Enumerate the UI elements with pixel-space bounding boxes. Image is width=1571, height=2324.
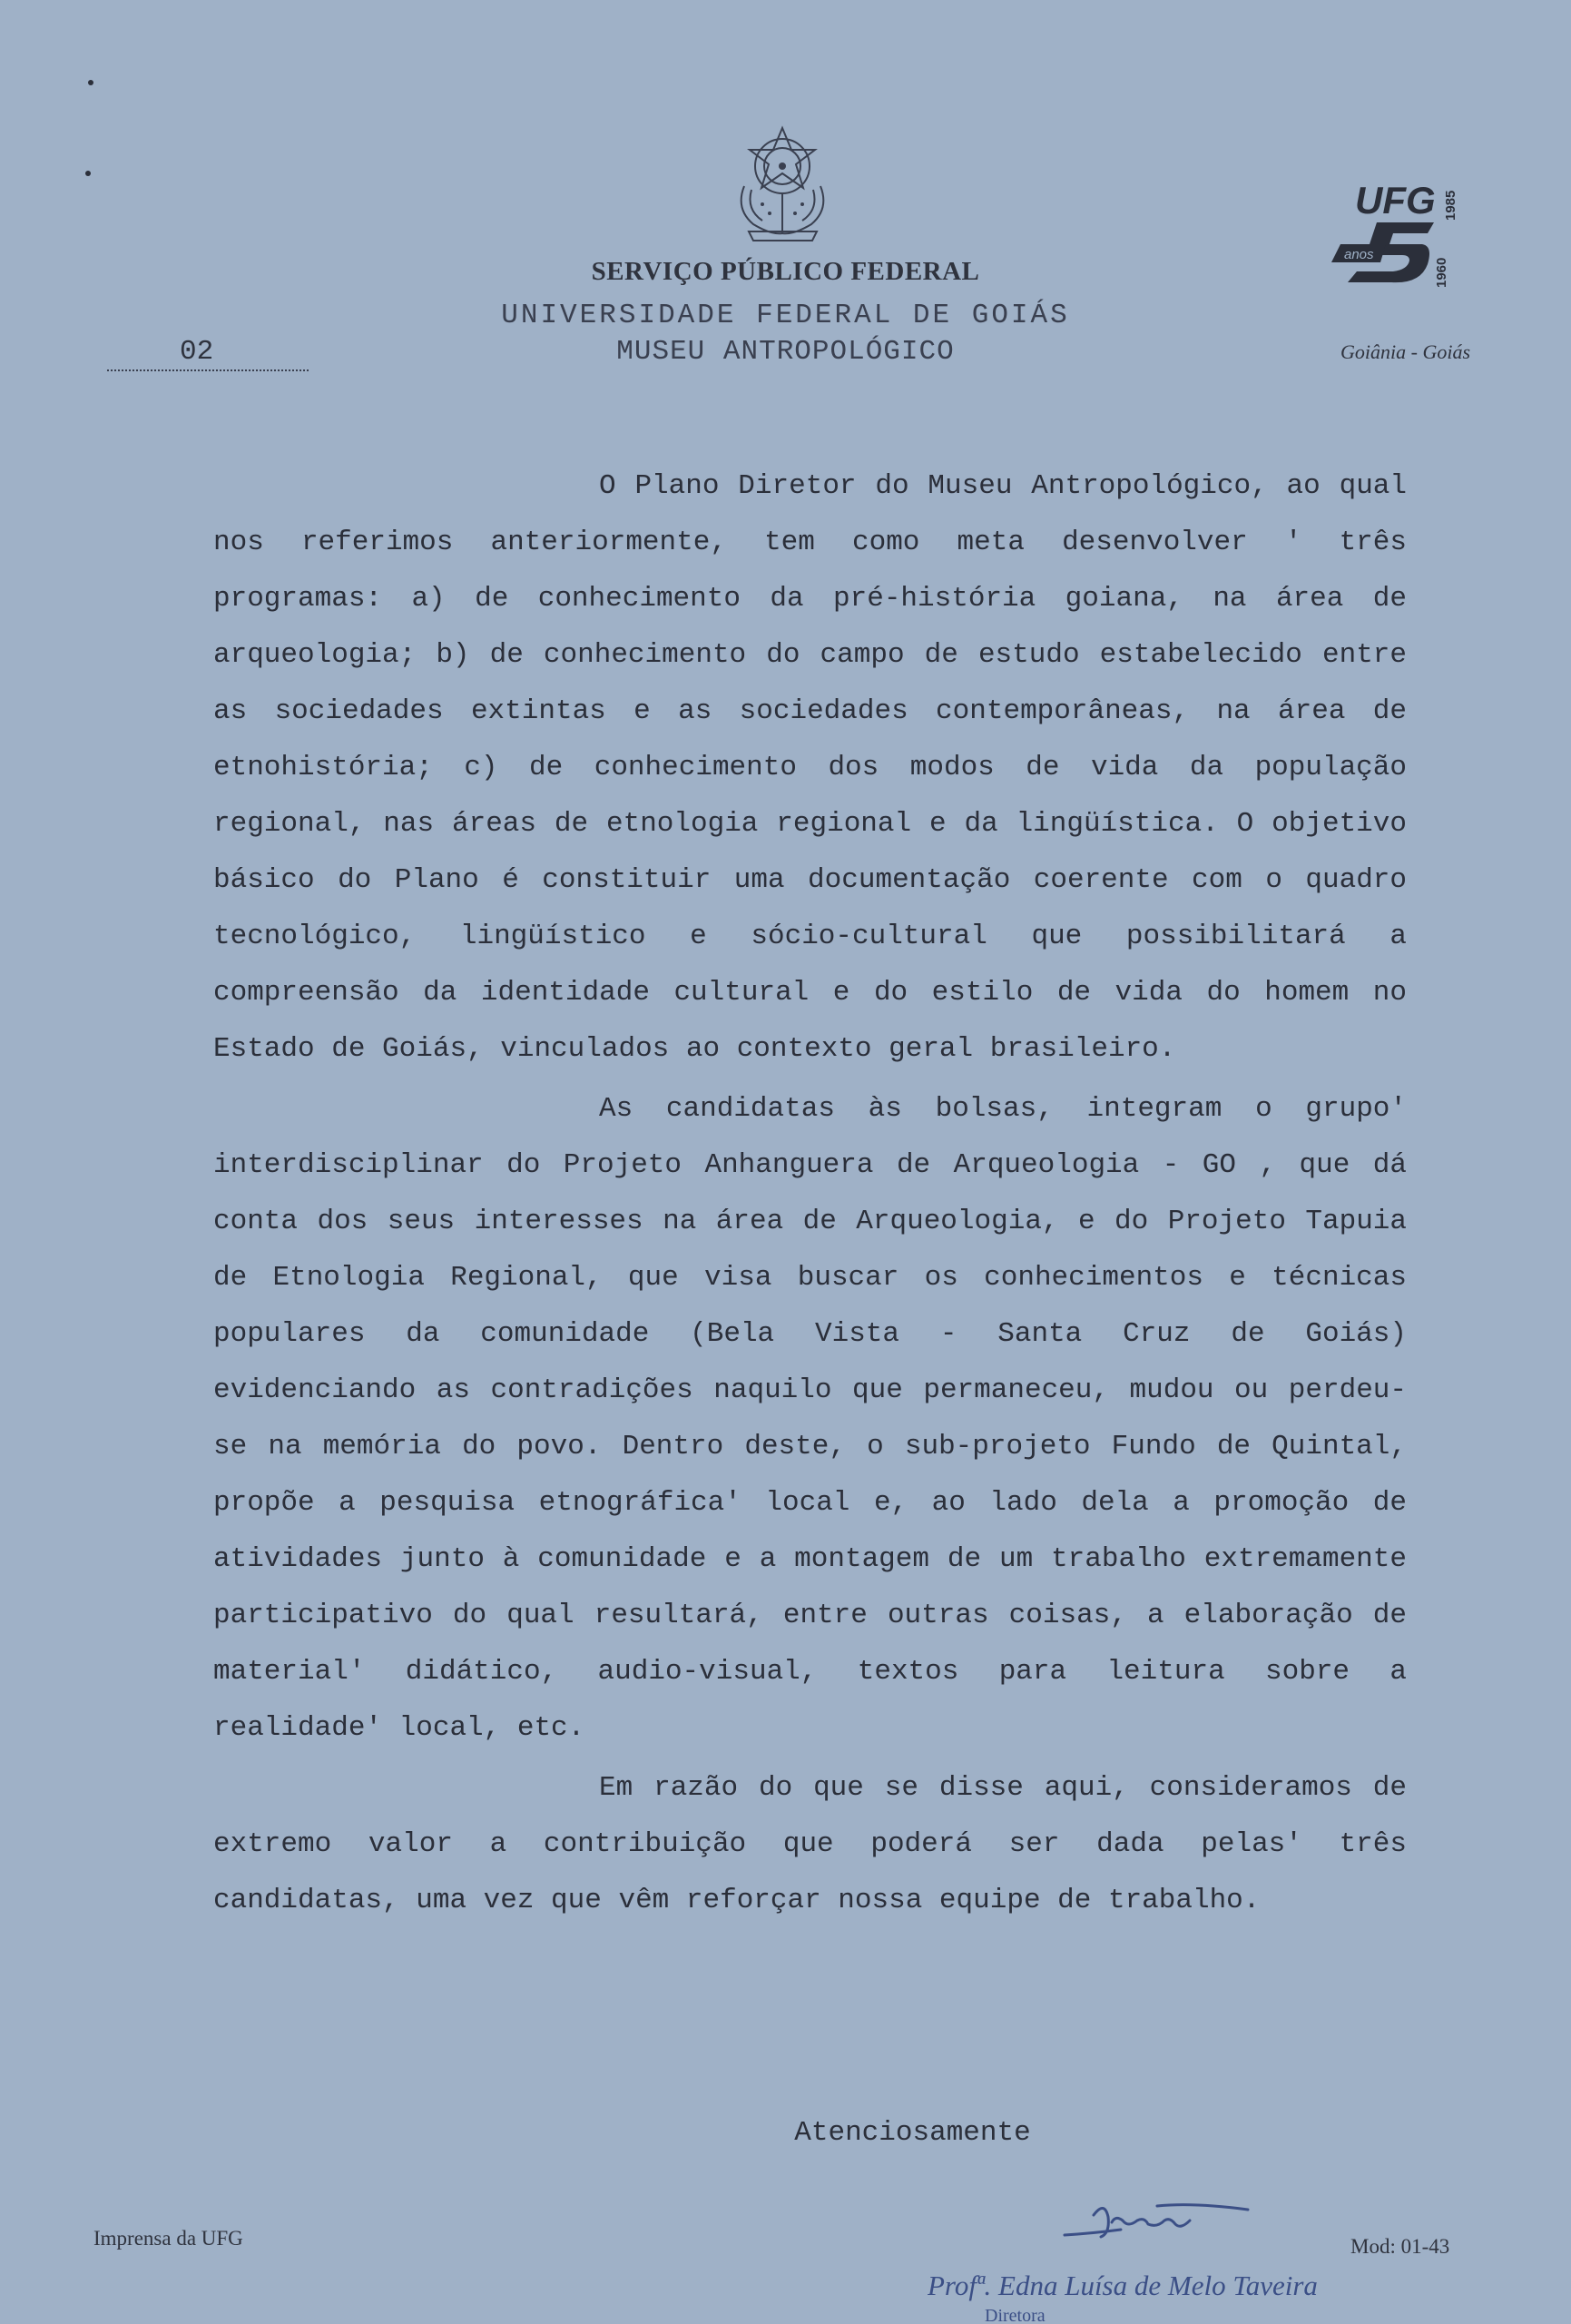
handwritten-signature [1057,2197,1252,2247]
place-label: Goiânia - Goiás [1340,340,1470,363]
header-university: UNIVERSIDADE FEDERAL DE GOIÁS [501,300,1070,331]
brazil-coat-of-arms-icon [726,123,840,245]
closing-salutation: Atenciosamente [794,2117,1031,2149]
logo-years-bottom: 1960 [1434,257,1449,288]
header-service: SERVIÇO PÚBLICO FEDERAL [591,257,980,286]
letter-body [213,458,1407,1929]
paragraph-3: Em razão do que se disse aqui, consideramos de extremo valor a contribuição que poderá ser dada pelas' três candidatas, uma vez que vêm reforçar nossa equipe de trabalho. [213,1772,1407,1916]
form-code: Mod: 01-43 [1350,2235,1450,2258]
page-number: 02 [107,336,309,371]
header-museum: MUSEU ANTROPOLÓGICO [616,336,955,368]
logo-text: UFG [1355,179,1436,222]
logo-anos-text: anos [1344,247,1374,262]
paragraph-2: As candidatas às bolsas, integram o grupo' interdisciplinar do Projeto Anhanguera de Arqueologia - GO , que dá conta dos seus interesses na área de Arqueologia, e do Projeto Tapuia de Etnologia Regional, que visa buscar os conhecimentos e técnicas populares da comunidade (Bela Vista - Santa Cruz de Goiás) evidenciando as contradições naquilo que permaneceu, mudou ou perdeu-se na memória do povo. Dentro deste, o sub-projeto Fundo de Quintal, propõe a pesquisa etnográfica' local e, ao lado dela a promoção de atividades junto à comunidade e a montagem de um trabalho extremamente participativo do qual resultará, entre outras coisas, a elaboração de material' didático, audio-visual, textos para leitura sobre a realidade' local, etc. [213,1093,1407,1744]
signer-title: Diretora [985,2306,1046,2324]
signer-name: Profª. Edna Luísa de Melo Taveira [928,2270,1318,2301]
paragraph-1: O Plano Diretor do Museu Antropológico, ao qual nos referimos anteriormente, tem como meta desenvolver ' três programas: a) de conhecimento da pré-história goiana, na área de arqueologia; b) de conhecimento do campo de estudo estabelecido entre as sociedades extintas e as sociedades contemporâneas, na área de etnohistória; c) de conhecimento dos modos de vida da população regional, nas áreas de etnologia regional e da lingüística. O objetivo básico do Plano é constituir uma documentação coerente com o quadro tecnológico, lingüístico e sócio-cultural que possibilitará a compreensão da identidade cultural e do estilo de vida do homem no Estado de Goiás, vinculados ao contexto geral brasileiro. [213,470,1407,1065]
paper-speck [85,171,91,176]
paper-speck [88,80,93,85]
logo-years-top: 1985 [1443,190,1458,221]
press-credit: Imprensa da UFG [93,2227,243,2250]
